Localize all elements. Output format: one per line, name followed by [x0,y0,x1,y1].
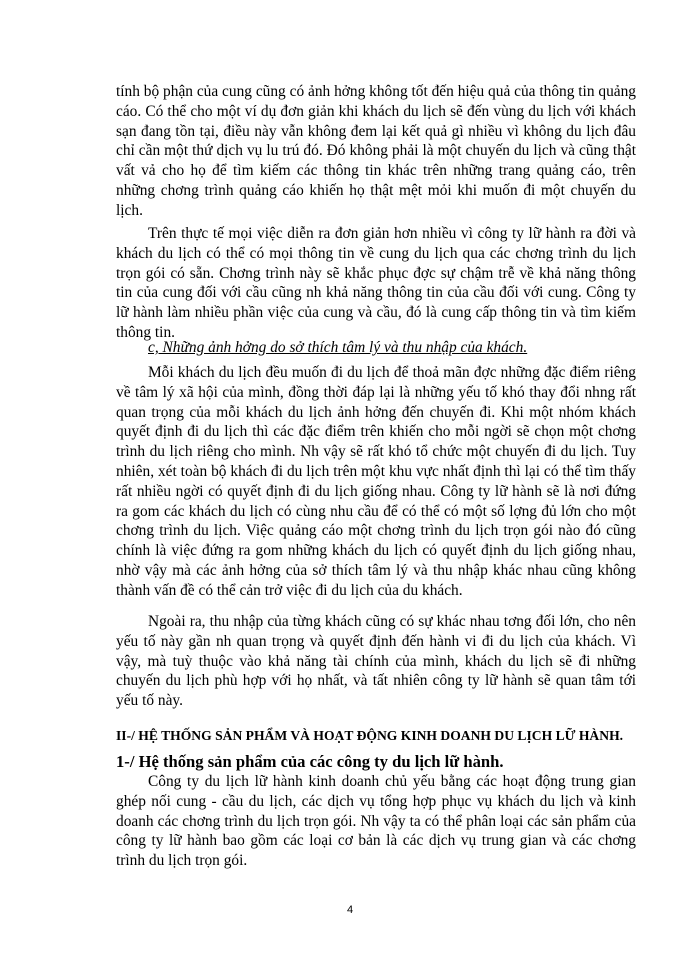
section-heading: II-/ HỆ THỐNG SẢN PHẨM VÀ HOẠT ĐỘNG KINH DOANH DU LỊCH LỮ HÀNH. [116,728,624,743]
paragraph-income: Ngoài ra, thu nhập của từng khách cũng có sự khác nhau tơng đối lớn, cho nên yếu tố này gần nh quan trọng và quyết định đến hành vi đi du lịch của khách. Vì vậy, mà tuỳ thuộc vào khả năng tài chính của mình, khách du lịch sẽ đi những chuyến du lịch phù hợp với họ nhất, và tất nhiên công ty lữ hành sẽ quan tâm tới yếu tố này. [116,613,636,710]
subheading-psychology-income: c, Những ảnh hởng do sở thích tâm lý và thu nhập của khách. [148,339,528,356]
paragraph-psychology: Mỗi khách du lịch đều muốn đi du lịch để thoả mãn đợc những đặc điểm riêng về tâm lý xã hội của mình, đồng thời đáp lại là những yếu tố khó thay đổi nhng rất quan trọng của mỗi khách du lịch ảnh hởng đến chuyến đi. Khi một nhóm khách quyết định đi du lịch thì các đặc điểm trên khiến cho mỗi ngời sẽ chọn một chơng trình du lịch riêng cho mình. Nh vậy sẽ rất khó tổ chức một chuyến đi du lịch. Tuy nhiên, xét toàn bộ khách đi du lịch trên một khu vực nhất định thì lại có thể tìm thấy rất nhiều ngời có quyết định đi du lịch giống nhau. Công ty lữ hành sẽ là nơi đứng ra gom các khách du lịch có cùng nhu cầu để có thể có một số lợng đủ lớn cho một chơng trình du lịch. Việc quảng cáo một chơng trình du lịch trọn gói nào đó cũng chính là việc đứng ra gom những khách du lịch có quyết định du lịch giống nhau, nhờ vậy mà các ảnh hởng của sở thích tâm lý và thu nhập khác nhau cũng không thành vấn đề có thể cản trở việc đi du lịch của du khách. [116,364,636,599]
paragraph-product-system: Công ty du lịch lữ hành kinh doanh chủ yếu bằng các hoạt động trung gian ghép nối cung - cầu du lịch, các dịch vụ tổng hợp phục vụ khách du lịch và kinh doanh các chơng trình du lịch trọn gói. Nh vậy ta có thể phân loại các sản phẩm của công ty lữ hành bao gồm các loại cơ bản là các dịch vụ trung gian và các chơng trình du lịch trọn gói. [116,773,636,870]
paragraph-continuation: tính bộ phận của cung cũng có ảnh hởng không tốt đến hiệu quả của thông tin quảng cáo. Có thể cho một ví dụ đơn giản khi khách du lịch sẽ đến vùng du lịch với khách sạn đang tồn tại, điều này vẫn không đem lại kết quả gì nhiều vì không du lịch đâu chỉ cần một thứ dịch vụ lu trú đó. Đó không phải là một chuyến du lịch và cũng thật vất vả cho họ để tìm kiếm các thông tin khác trên những trang quảng cáo, trên những chơng trình quảng cáo khiến họ thật mệt mỏi khi muốn đi một chuyến du lịch. [116,83,636,219]
subsection-heading: 1-/ Hệ thống sản phẩm của các công ty du lịch lữ hành. [116,752,504,771]
paragraph-travel-company-role: Trên thực tế mọi việc diễn ra đơn giản hơn nhiều vì công ty lữ hành ra đời và khách du lịch có thể có mọi thông tin về cung du lịch qua các chơng trình du lịch trọn gói có sẵn. Chơng trình này sẽ khắc phục đợc sự chậm trễ về khả năng thông tin của cung đối với cầu cũng nh khả năng thông tin của cầu đối với cung. Công ty lữ hành làm nhiều phần việc của cung và cầu, đó là cung cấp thông tin và tìm kiếm thông tin. [116,225,636,341]
page-number: 4 [346,904,354,916]
